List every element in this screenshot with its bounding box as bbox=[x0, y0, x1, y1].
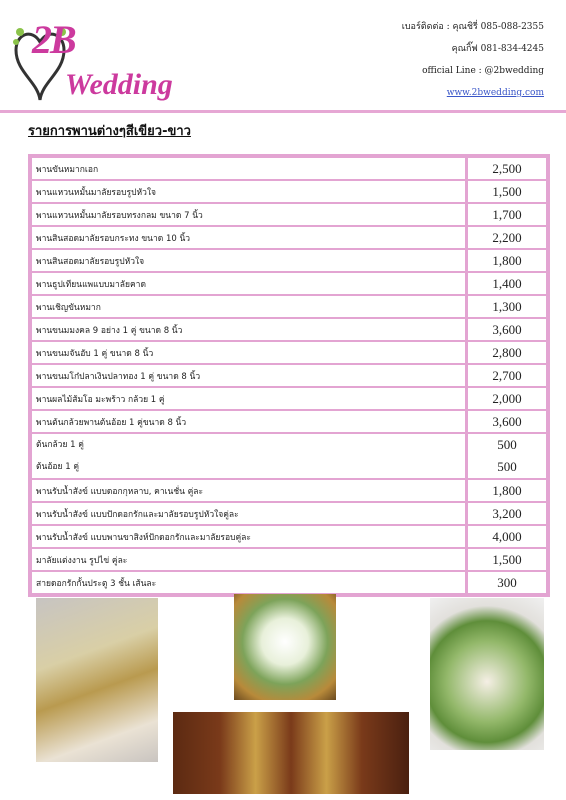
item-price: 1,700 bbox=[466, 203, 547, 226]
item-price: 1,500 bbox=[466, 180, 547, 203]
item-price: 2,500 bbox=[466, 157, 547, 180]
item-name: พานต้นกล้วยพานต้นอ้อย 1 คู่ขนาด 8 นิ้ว bbox=[31, 410, 466, 433]
item-price: 2,000 bbox=[466, 387, 547, 410]
header-divider bbox=[0, 110, 566, 113]
item-name: พานแหวนหมั้นมาลัยรอบทรงกลม ขนาด 7 นิ้ว bbox=[31, 203, 466, 226]
item-name: พานขนมมงคล 9 อย่าง 1 คู่ ขนาด 8 นิ้ว bbox=[31, 318, 466, 341]
item-price: 4,000 bbox=[466, 525, 547, 548]
table-row bbox=[31, 364, 547, 387]
item-name: พานสินสอดมาลัยรอบกระทง ขนาด 10 นิ้ว bbox=[31, 226, 466, 249]
table-row bbox=[31, 203, 547, 226]
item-name: ต้นกล้วย 1 คู่ ต้นอ้อย 1 คู่ bbox=[31, 433, 466, 479]
table-row bbox=[31, 502, 547, 525]
item-price: 3,200 bbox=[466, 502, 547, 525]
item-price: 500 500 bbox=[466, 433, 547, 479]
table-row bbox=[31, 410, 547, 433]
item-price: 1,400 bbox=[466, 272, 547, 295]
contact-line-3: official Line : @2bwedding bbox=[422, 66, 544, 76]
item-price: 3,600 bbox=[466, 410, 547, 433]
table-row bbox=[31, 272, 547, 295]
table-row bbox=[31, 295, 547, 318]
table-row bbox=[31, 180, 547, 203]
item-price: 1,800 bbox=[466, 249, 547, 272]
item-name: พานขนมโก๋ปลาเงินปลาทอง 1 คู่ ขนาด 8 นิ้ว bbox=[31, 364, 466, 387]
table-row bbox=[31, 479, 547, 502]
item-price: 1,500 bbox=[466, 548, 547, 571]
item-price: 2,200 bbox=[466, 226, 547, 249]
item-name: พานขนมจันอับ 1 คู่ ขนาด 8 นิ้ว bbox=[31, 341, 466, 364]
item-name: พานรับน้ำสังข์ แบบดอกกุหลาบ, คาเนชั่น คู่ละ bbox=[31, 479, 466, 502]
table-row bbox=[31, 433, 547, 479]
table-row bbox=[31, 571, 547, 594]
item-name: พานแหวนหมั้นมาลัยรอบรูปหัวใจ bbox=[31, 180, 466, 203]
contact-line-2: คุณกิ๊ฟ 081-834-4245 bbox=[451, 44, 544, 54]
table-row bbox=[31, 525, 547, 548]
logo-word: Wedding bbox=[65, 68, 173, 101]
website-link[interactable]: www.2bwedding.com bbox=[446, 88, 544, 98]
photo-heart-garland bbox=[234, 594, 336, 700]
page-title: รายการพานต่างๆสีเขียว-ขาว bbox=[28, 124, 191, 139]
table-row bbox=[31, 318, 547, 341]
item-name: สายดอกรักกั้นประตู 3 ชั้น เส้นละ bbox=[31, 571, 466, 594]
item-name: พานผลไม้ส้มโอ มะพร้าว กล้วย 1 คู่ bbox=[31, 387, 466, 410]
contact-line-1: เบอร์ติดต่อ : คุณชิรี่ 085-088-2355 bbox=[401, 22, 544, 32]
item-name: พานเชิญขันหมาก bbox=[31, 295, 466, 318]
item-name: พานสินสอดมาลัยรอบรูปหัวใจ bbox=[31, 249, 466, 272]
contact-block bbox=[402, 16, 544, 104]
table-row bbox=[31, 387, 547, 410]
photo-door-garland bbox=[173, 712, 409, 794]
item-price: 1,800 bbox=[466, 479, 547, 502]
price-table bbox=[28, 154, 550, 597]
table-row bbox=[31, 157, 547, 180]
table-row bbox=[31, 249, 547, 272]
item-price: 1,300 bbox=[466, 295, 547, 318]
logo bbox=[10, 16, 180, 108]
item-price: 2,700 bbox=[466, 364, 547, 387]
item-price: 300 bbox=[466, 571, 547, 594]
item-name: มาลัยแต่งงาน รูปไข่ คู่ละ bbox=[31, 548, 466, 571]
photo-flower-bowl bbox=[430, 598, 544, 750]
table-row bbox=[31, 548, 547, 571]
photo-tray-set bbox=[36, 598, 158, 762]
item-price: 2,800 bbox=[466, 341, 547, 364]
table-row bbox=[31, 226, 547, 249]
item-name: พานขันหมากเอก bbox=[31, 157, 466, 180]
item-price: 3,600 bbox=[466, 318, 547, 341]
table-row bbox=[31, 341, 547, 364]
item-name: พานธูปเทียนแพแบบมาลัยคาด bbox=[31, 272, 466, 295]
item-name: พานรับน้ำสังข์ แบบปักดอกรักและมาลัยรอบรูปหัวใจคู่ละ bbox=[31, 502, 466, 525]
item-name: พานรับน้ำสังข์ แบบพานขาสิงห์ปักดอกรักและมาลัยรอบคู่ละ bbox=[31, 525, 466, 548]
logo-mark: 2B bbox=[32, 17, 75, 62]
